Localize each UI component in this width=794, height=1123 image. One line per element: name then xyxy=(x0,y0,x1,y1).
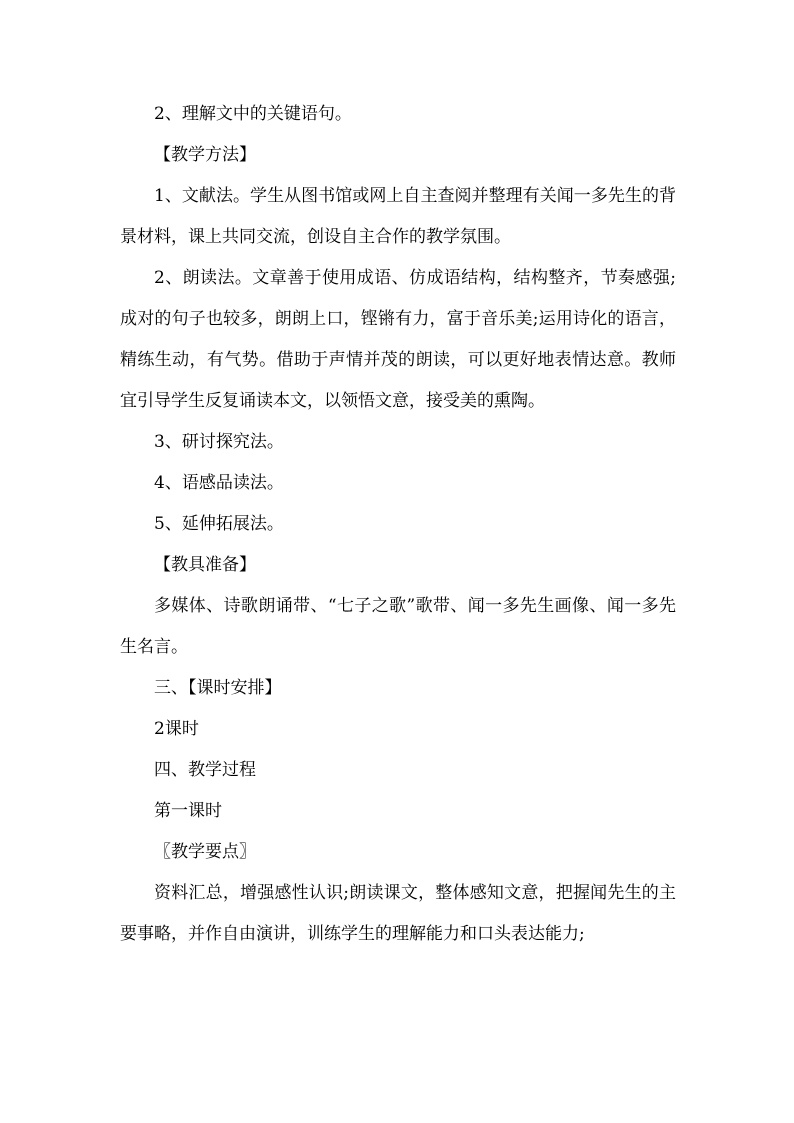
heading-teaching-aids: 【教具准备】 xyxy=(154,555,256,575)
paragraph-method-language-sense: 4、语感品读法。 xyxy=(154,473,284,493)
paragraph-teaching-points: 资料汇总，增强感性认识;朗读课文，整体感知文意，把握闻先生的主要事略，并作自由演讲，训练学生的理解能力和口头表达能力; xyxy=(120,883,676,944)
paragraph-method-reading-aloud: 2、朗读法。文章善于使用成语、仿成语结构，结构整齐，节奏感强;成对的句子也较多，朗朗上口，铿锵有力，富于音乐美;运用诗化的语言，精练生动，有气势。借助于声情并茂的朗读，可以更好地表情达意。教师宜引导学生反复诵读本文，以领悟文意，接受美的熏陶。 xyxy=(120,268,676,411)
heading-teaching-points: 〖教学要点〗 xyxy=(154,842,256,862)
paragraph-method-discussion: 3、研讨探究法。 xyxy=(154,432,284,452)
paragraph-class-hours: 2课时 xyxy=(154,719,199,739)
paragraph-objective-2: 2、理解文中的关键语句。 xyxy=(154,104,352,124)
heading-first-lesson: 第一课时 xyxy=(154,801,222,821)
paragraph-teaching-aids: 多媒体、诗歌朗诵带、“七子之歌”歌带、闻一多先生画像、闻一多先生名言。 xyxy=(120,596,676,657)
heading-class-schedule: 三、【课时安排】 xyxy=(154,678,282,698)
document-body xyxy=(120,94,676,955)
heading-teaching-process: 四、教学过程 xyxy=(154,760,256,780)
paragraph-method-literature: 1、文献法。学生从图书馆或网上自主查阅并整理有关闻一多先生的背景材料，课上共同交流，创设自主合作的教学氛围。 xyxy=(120,186,676,247)
heading-teaching-methods: 【教学方法】 xyxy=(154,145,256,165)
paragraph-method-extension: 5、延伸拓展法。 xyxy=(154,514,284,534)
